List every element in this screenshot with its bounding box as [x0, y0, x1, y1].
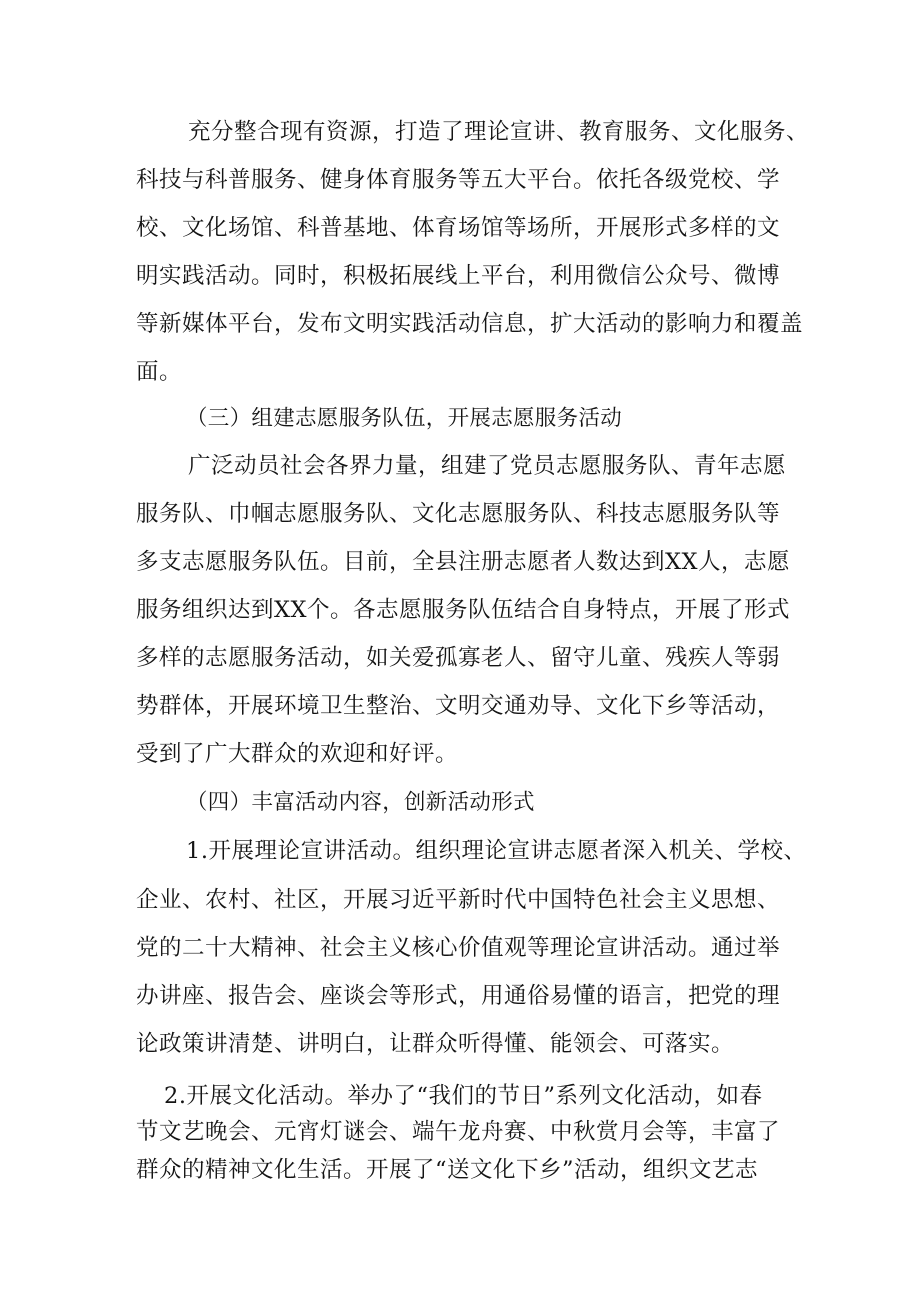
- paragraph-2-line-2: 服务队、巾帼志愿服务队、文化志愿服务队、科技志愿服务队等: [136, 501, 781, 527]
- paragraph-2-line-4: 服务组织达到XX个。各志愿服务队伍结合自身特点，开展了形式: [136, 597, 791, 623]
- paragraph-1-line-5: 等新媒体平台，发布文明实践活动信息，扩大活动的影响力和覆盖: [136, 311, 804, 337]
- paragraph-2-line-6: 势群体，开展环境卫生整治、文明交通劝导、文化下乡等活动，: [136, 693, 781, 719]
- paragraph-2-line-7: 受到了广大群众的欢迎和好评。: [136, 741, 459, 767]
- paragraph-2-line-5: 多样的志愿服务活动，如关爱孤寡老人、留守儿童、残疾人等弱: [136, 645, 781, 671]
- item-1-line-1: 1.开展理论宣讲活动。组织理论宣讲志愿者深入机关、学校、: [186, 838, 807, 864]
- item-2-line-3: 群众的精神文化生活。开展了“送文化下乡”活动，组织文艺志: [136, 1157, 759, 1183]
- paragraph-1-line-4: 明实践活动。同时，积极拓展线上平台，利用微信公众号、微博: [136, 263, 781, 289]
- section-heading-3: （三）组建志愿服务队伍，开展志愿服务活动: [186, 406, 623, 431]
- paragraph-1-line-2: 科技与科普服务、健身体育服务等五大平台。依托各级党校、学: [136, 167, 781, 193]
- item-1-line-2: 企业、农村、社区，开展习近平新时代中国特色社会主义思想、: [136, 887, 781, 913]
- paragraph-2-line-1: 广泛动员社会各界力量，组建了党员志愿服务队、青年志愿: [188, 453, 787, 479]
- item-2-line-2: 节文艺晚会、元宵灯谜会、端午龙舟赛、中秋赏月会等，丰富了: [136, 1119, 781, 1145]
- paragraph-1-line-1: 充分整合现有资源，打造了理论宣讲、教育服务、文化服务、: [188, 119, 810, 145]
- item-1-line-5: 论政策讲清楚、讲明白，让群众听得懂、能领会、可落实。: [136, 1031, 735, 1057]
- paragraph-1-line-6: 面。: [136, 359, 183, 385]
- section-heading-4: （四）丰富活动内容，创新活动形式: [186, 790, 535, 815]
- paragraph-2-line-3: 多支志愿服务队伍。目前，全县注册志愿者人数达到XX人，志愿: [136, 549, 791, 575]
- item-1-line-3: 党的二十大精神、社会主义核心价值观等理论宣讲活动。通过举: [136, 935, 781, 961]
- item-1-line-4: 办讲座、报告会、座谈会等形式，用通俗易懂的语言，把党的理: [136, 983, 781, 1009]
- paragraph-1-line-3: 校、文化场馆、科普基地、体育场馆等场所，开展形式多样的文: [136, 215, 781, 241]
- item-2-line-1: 2.开展文化活动。举办了“我们的节日”系列文化活动，如春: [164, 1083, 763, 1109]
